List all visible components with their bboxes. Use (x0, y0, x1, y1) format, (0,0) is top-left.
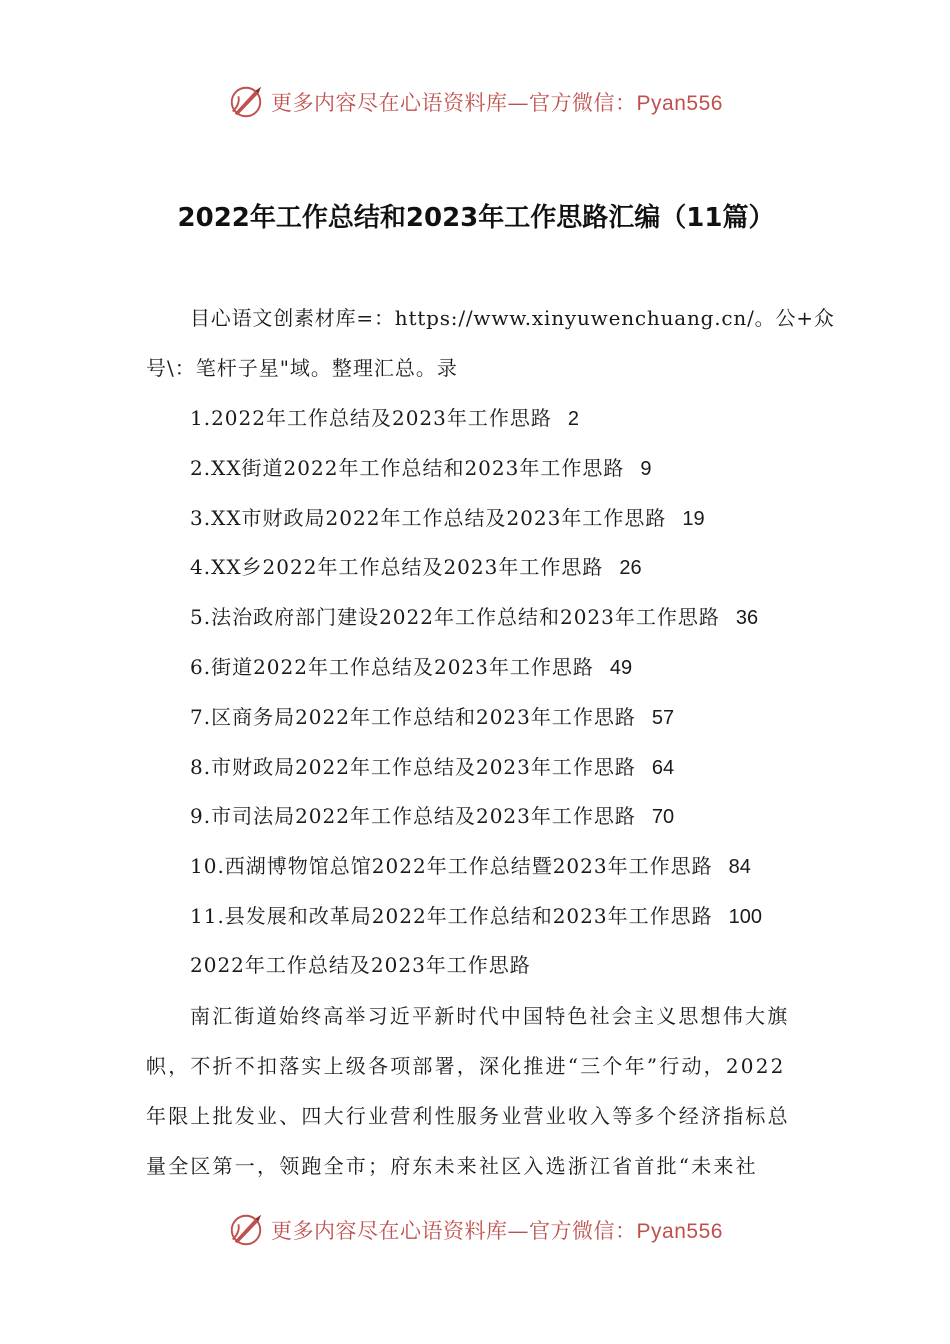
toc-entry[interactable] (190, 901, 762, 932)
toc-entry-page: 57 (651, 706, 675, 729)
toc-entry-page: 49 (609, 657, 633, 679)
toc-entry[interactable] (190, 503, 705, 534)
header-banner (0, 80, 950, 124)
body-line-3: 年限上批发业、四大行业营利性服务业营业收入等多个经济指标总 (146, 1104, 790, 1128)
toc-entry-page: 9 (640, 457, 652, 480)
toc-entry[interactable] (190, 752, 674, 783)
toc-entry[interactable] (190, 552, 642, 583)
banner-text: 更多内容尽在心语资料库—官方微信：Pyan556 (271, 1219, 723, 1243)
toc-entry[interactable] (190, 403, 579, 434)
section-heading: 2022年工作总结及2023年工作思路 (190, 953, 531, 977)
toc-entry-label: 7.区商务局2022年工作总结和2023年工作思路 (190, 704, 636, 729)
toc-entry[interactable] (190, 801, 674, 832)
wechat-id: Pyan556 (636, 92, 723, 115)
toc-entry-label: 5.法治政府部门建设2022年工作总结和2023年工作思路 (190, 605, 720, 630)
toc-entry-label: 10.西湖博物馆总馆2022年工作总结暨2023年工作思路 (190, 854, 713, 879)
footer-banner (0, 1208, 950, 1252)
intro-line-1: 目心语文创素材库=：https://www.xinyuwenchuang.cn/。公+众 (190, 306, 835, 330)
toc-entry[interactable] (190, 851, 751, 882)
toc-entry-page: 84 (728, 856, 751, 879)
quill-pen-logo-icon (227, 83, 265, 121)
toc-entry-page: 64 (651, 756, 675, 779)
toc-entry-page: 36 (735, 607, 759, 630)
toc-entry-label: 1.2022年工作总结及2023年工作思路 (190, 406, 552, 430)
toc-entry-page: 19 (682, 507, 705, 530)
body-line-4: 量全区第一，领跑全市；府东未来社区入选浙江省首批“未来社 (146, 1154, 758, 1178)
wechat-id: Pyan556 (636, 1220, 723, 1243)
toc-entry-page: 2 (567, 408, 580, 430)
toc-entry[interactable] (190, 453, 651, 484)
toc-entry-label: 9.市司法局2022年工作总结及2023年工作思路 (190, 804, 636, 829)
toc-entry-label: 4.XX乡2022年工作总结及2023年工作思路 (190, 555, 604, 580)
document-title: 2022年工作总结和2023年工作思路汇编（11篇） (177, 203, 775, 233)
quill-pen-logo-icon (227, 1211, 265, 1249)
toc-entry-page: 70 (651, 806, 675, 829)
body-line-1: 南汇街道始终高举习近平新时代中国特色社会主义思想伟大旗 (190, 1004, 790, 1028)
toc-entry[interactable] (190, 702, 674, 733)
toc-entry-label: 2.XX街道2022年工作总结和2023年工作思路 (190, 455, 625, 480)
toc-entry-label: 3.XX市财政局2022年工作总结及2023年工作思路 (190, 505, 667, 530)
toc-entry-label: 8.市财政局2022年工作总结及2023年工作思路 (190, 754, 636, 779)
body-line-2: 帜，不折不扣落实上级各项部署，深化推进“三个年”行动，2022 (146, 1054, 786, 1078)
toc-entry-label: 11.县发展和改革局2022年工作总结和2023年工作思路 (190, 904, 713, 928)
toc-entry[interactable] (190, 602, 758, 633)
toc-entry[interactable] (190, 652, 632, 683)
intro-line-2: 号\：笔杆子星"域。整理汇总。录 (146, 356, 458, 380)
toc-entry-page: 26 (619, 557, 642, 580)
toc-entry-page: 100 (728, 906, 762, 928)
toc-entry-label: 6.街道2022年工作总结及2023年工作思路 (190, 655, 594, 679)
banner-text: 更多内容尽在心语资料库—官方微信：Pyan556 (271, 91, 723, 115)
